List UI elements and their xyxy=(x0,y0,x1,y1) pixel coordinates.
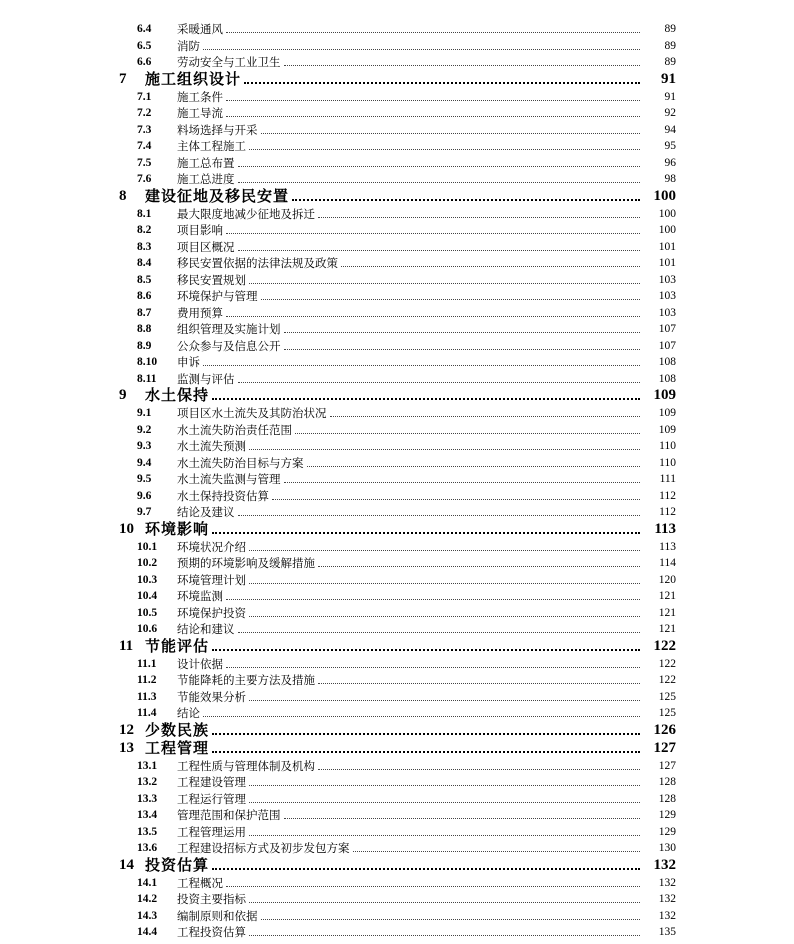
toc-entry-number: 13.6 xyxy=(137,842,158,854)
toc-entry-title: 消防 xyxy=(177,38,200,53)
toc-entry-title: 料场选择与开采 xyxy=(177,122,258,137)
toc-entry-title: 管理范围和保护范围 xyxy=(177,808,281,822)
toc-section-entry[interactable] xyxy=(0,671,794,687)
toc-entry-number: 7.4 xyxy=(137,140,152,152)
toc-entry-number: 11 xyxy=(119,637,134,654)
toc-page-number: 103 xyxy=(658,290,676,302)
toc-entry-number: 10.1 xyxy=(137,540,158,553)
toc-entry-number: 8.9 xyxy=(137,339,152,352)
toc-section-entry[interactable] xyxy=(0,254,794,270)
dot-leader xyxy=(318,565,640,567)
toc-entry-number: 11.1 xyxy=(137,657,157,670)
dot-leader xyxy=(249,148,640,150)
toc-entry-title: 投资估算 xyxy=(145,855,210,874)
toc-entry-number: 14 xyxy=(119,856,134,873)
toc-entry-title: 水土保持 xyxy=(145,386,210,404)
toc-page-number: 113 xyxy=(654,520,676,537)
toc-section-entry[interactable] xyxy=(0,221,794,237)
toc-entry-number: 13 xyxy=(119,739,134,756)
toc-page-number: 110 xyxy=(659,456,676,469)
dot-leader xyxy=(226,885,640,887)
toc-section-entry[interactable] xyxy=(0,154,794,170)
toc-chapter-entry[interactable] xyxy=(0,516,794,538)
dot-leader xyxy=(249,448,640,450)
toc-entry-title: 投资主要指标 xyxy=(177,892,246,906)
dot-leader xyxy=(238,165,641,167)
toc-entry-title: 工程投资估算 xyxy=(177,925,246,939)
toc-entry-number: 11.2 xyxy=(137,674,157,686)
toc-section-entry[interactable] xyxy=(0,238,794,254)
toc-entry-title: 费用预算 xyxy=(177,305,223,320)
toc-entry-number: 9.6 xyxy=(137,489,152,502)
toc-section-entry[interactable] xyxy=(0,757,794,773)
toc-section-entry[interactable] xyxy=(0,890,794,906)
toc-section-entry[interactable] xyxy=(0,88,794,104)
dot-leader xyxy=(226,31,640,33)
toc-section-entry[interactable] xyxy=(0,137,794,153)
toc-section-entry[interactable] xyxy=(0,907,794,923)
toc-entry-title: 移民安置依据的法律法规及政策 xyxy=(177,256,338,270)
dot-leader xyxy=(249,582,640,584)
toc-section-entry[interactable] xyxy=(0,571,794,587)
toc-entry-number: 8.5 xyxy=(137,273,152,286)
toc-entry-title: 环境状况介绍 xyxy=(177,539,246,554)
toc-page-number: 89 xyxy=(664,39,676,52)
toc-page-number: 128 xyxy=(658,776,676,788)
toc-entry-number: 14.2 xyxy=(137,893,158,905)
dot-leader xyxy=(203,364,640,366)
toc-section-entry[interactable] xyxy=(0,688,794,704)
toc-entry-number: 12 xyxy=(119,721,134,738)
toc-entry-number: 10.5 xyxy=(137,606,158,619)
toc-entry-number: 7.6 xyxy=(137,173,152,185)
toc-section-entry[interactable] xyxy=(0,121,794,137)
toc-entry-title: 编制原则和依据 xyxy=(177,908,258,923)
toc-page-number: 135 xyxy=(658,926,676,938)
toc-section-entry[interactable] xyxy=(0,205,794,221)
toc-entry-title: 节能降耗的主要方法及措施 xyxy=(177,673,315,687)
toc-page-number: 101 xyxy=(658,240,676,253)
toc-entry-title: 公众参与及信息公开 xyxy=(177,338,281,353)
toc-page-number: 95 xyxy=(664,140,676,152)
toc-page-number: 132 xyxy=(658,893,676,905)
toc-page-number: 126 xyxy=(653,721,676,738)
toc-entry-number: 9.5 xyxy=(137,473,152,485)
toc-entry-number: 10.6 xyxy=(137,623,158,635)
toc-entry-number: 8.2 xyxy=(137,224,152,236)
dot-leader xyxy=(249,784,640,786)
dot-leader xyxy=(244,81,640,84)
dot-leader xyxy=(249,282,640,284)
toc-page-number: 103 xyxy=(658,306,676,319)
dot-leader xyxy=(212,750,640,753)
toc-entry-title: 工程建设管理 xyxy=(177,775,246,789)
toc-section-entry[interactable] xyxy=(0,271,794,287)
toc-page-number: 91 xyxy=(664,90,676,103)
toc-entry-title: 结论和建议 xyxy=(177,622,235,636)
toc-page-number: 109 xyxy=(658,423,676,436)
dot-leader xyxy=(341,265,640,267)
dot-leader xyxy=(249,615,640,617)
toc-page-number: 127 xyxy=(658,759,676,772)
toc-section-entry[interactable] xyxy=(0,538,794,554)
toc-section-entry[interactable] xyxy=(0,923,794,939)
toc-section-entry[interactable] xyxy=(0,20,794,36)
toc-section-entry[interactable] xyxy=(0,487,794,503)
toc-page-number: 112 xyxy=(659,489,676,502)
toc-entry-number: 9.7 xyxy=(137,506,152,518)
toc-entry-title: 工程运行管理 xyxy=(177,791,246,806)
dot-leader xyxy=(226,315,640,317)
toc-section-entry[interactable] xyxy=(0,404,794,420)
toc-page-number: 114 xyxy=(659,557,676,569)
toc-entry-number: 10.4 xyxy=(137,590,158,602)
toc-entry-title: 最大限度地减少征地及拆迁 xyxy=(177,206,315,221)
toc-entry-title: 水土流失防治目标与方案 xyxy=(177,455,304,470)
toc-section-entry[interactable] xyxy=(0,823,794,839)
dot-leader xyxy=(318,216,640,218)
toc-page-number: 132 xyxy=(653,856,676,873)
toc-section-entry[interactable] xyxy=(0,604,794,620)
toc-entry-title: 环境保护与管理 xyxy=(177,289,258,303)
toc-section-entry[interactable] xyxy=(0,587,794,603)
toc-entry-title: 项目区概况 xyxy=(177,239,235,254)
toc-entry-number: 8.8 xyxy=(137,323,152,335)
toc-page-number: 100 xyxy=(658,207,676,220)
dot-leader xyxy=(284,331,641,333)
toc-entry-title: 施工组织设计 xyxy=(145,69,242,88)
toc-entry-title: 组织管理及实施计划 xyxy=(177,322,281,336)
toc-entry-title: 工程管理运用 xyxy=(177,824,246,839)
toc-entry-number: 13.4 xyxy=(137,809,158,821)
toc-entry-number: 7.1 xyxy=(137,90,152,103)
toc-entry-number: 11.3 xyxy=(137,690,157,703)
dot-leader xyxy=(212,867,640,870)
toc-entry-title: 少数民族 xyxy=(145,720,210,739)
toc-page-number: 127 xyxy=(653,739,676,756)
toc-page-number: 94 xyxy=(664,123,676,136)
toc-page-number: 91 xyxy=(661,70,676,87)
toc-entry-number: 10.3 xyxy=(137,573,158,586)
toc-section-entry[interactable] xyxy=(0,304,794,320)
toc-entry-title: 主体工程施工 xyxy=(177,139,246,153)
toc-entry-title: 施工总布置 xyxy=(177,155,235,170)
toc-entry-number: 8.7 xyxy=(137,306,152,319)
toc-entry-number: 7.2 xyxy=(137,107,152,119)
toc-section-entry[interactable] xyxy=(0,104,794,120)
toc-entry-title: 结论 xyxy=(177,706,200,720)
toc-page-number: 92 xyxy=(664,107,676,119)
dot-leader xyxy=(318,682,640,684)
dot-leader xyxy=(249,901,640,903)
toc-entry-title: 施工总进度 xyxy=(177,172,235,186)
toc-page-number: 107 xyxy=(658,339,676,352)
toc-page-number: 113 xyxy=(659,540,676,553)
toc-page-number: 121 xyxy=(658,590,676,602)
toc-entry-number: 6.4 xyxy=(137,23,152,35)
toc-page-number: 121 xyxy=(658,623,676,635)
toc-chapter-entry[interactable] xyxy=(0,633,794,655)
dot-leader xyxy=(238,249,641,251)
toc-entry-title: 建设征地及移民安置 xyxy=(145,186,290,205)
toc-page-number: 125 xyxy=(658,707,676,719)
dot-leader xyxy=(226,99,640,101)
toc-entry-title: 结论及建议 xyxy=(177,505,235,519)
toc-page-number: 110 xyxy=(659,440,676,452)
toc-page-number: 108 xyxy=(658,372,676,385)
toc-entry-number: 7.5 xyxy=(137,156,152,169)
dot-leader xyxy=(261,298,641,300)
toc-entry-number: 6.6 xyxy=(137,56,152,68)
dot-leader xyxy=(307,465,641,467)
toc-entry-number: 8.10 xyxy=(137,356,158,368)
toc-page-number: 109 xyxy=(658,407,676,419)
toc-page-number: 100 xyxy=(653,187,676,204)
dot-leader xyxy=(212,531,640,534)
toc-entry-number: 9.1 xyxy=(137,407,152,419)
toc-entry-number: 9.4 xyxy=(137,456,152,469)
toc-section-entry[interactable] xyxy=(0,337,794,353)
dot-leader xyxy=(212,397,640,400)
toc-section-entry[interactable] xyxy=(0,773,794,789)
toc-page-number: 125 xyxy=(658,690,676,703)
toc-entry-title: 施工条件 xyxy=(177,89,223,104)
toc-entry-title: 移民安置规划 xyxy=(177,272,246,287)
toc-page-number: 129 xyxy=(658,809,676,821)
toc-section-entry[interactable] xyxy=(0,454,794,470)
toc-section-entry[interactable] xyxy=(0,874,794,890)
toc-page-number: 120 xyxy=(658,573,676,586)
toc-page-number: 103 xyxy=(658,273,676,286)
toc-page-number: 89 xyxy=(664,23,676,35)
dot-leader xyxy=(226,115,640,117)
toc-page-number: 132 xyxy=(658,876,676,889)
toc-entry-title: 节能评估 xyxy=(145,636,210,655)
toc-chapter-entry[interactable] xyxy=(0,852,794,874)
toc-section-entry[interactable] xyxy=(0,470,794,486)
dot-leader xyxy=(226,232,640,234)
dot-leader xyxy=(284,481,641,483)
dot-leader xyxy=(249,699,640,701)
toc-page-number: 100 xyxy=(658,224,676,236)
toc-entry-number: 13.3 xyxy=(137,792,158,805)
toc-page-number: 107 xyxy=(658,323,676,335)
toc-entry-number: 9 xyxy=(119,387,127,403)
dot-leader xyxy=(284,348,641,350)
toc-page-number: 98 xyxy=(664,173,676,185)
toc-entry-title: 申诉 xyxy=(177,355,200,369)
toc-section-entry[interactable] xyxy=(0,437,794,453)
toc-page-number: 112 xyxy=(659,506,676,518)
toc-entry-title: 水土流失防治责任范围 xyxy=(177,422,292,437)
dot-leader xyxy=(261,132,641,134)
dot-leader xyxy=(330,415,641,417)
toc-page-number: 121 xyxy=(658,606,676,619)
toc-entry-title: 节能效果分析 xyxy=(177,689,246,704)
toc-section-entry[interactable] xyxy=(0,320,794,336)
toc-page-number: 108 xyxy=(658,356,676,368)
toc-page-number: 111 xyxy=(659,473,676,485)
toc-section-entry[interactable] xyxy=(0,287,794,303)
toc-entry-title: 工程管理 xyxy=(145,738,210,757)
toc-entry-title: 水土流失监测与管理 xyxy=(177,472,281,486)
toc-entry-number: 9.3 xyxy=(137,440,152,452)
toc-page-number: 101 xyxy=(658,257,676,269)
dot-leader xyxy=(261,918,641,920)
toc-entry-title: 采暖通风 xyxy=(177,22,223,36)
toc-section-entry[interactable] xyxy=(0,421,794,437)
toc-entry-number: 8.4 xyxy=(137,257,152,269)
toc-entry-number: 14.3 xyxy=(137,909,158,922)
toc-entry-number: 14.4 xyxy=(137,926,158,938)
toc-section-entry[interactable] xyxy=(0,353,794,369)
toc-entry-number: 14.1 xyxy=(137,876,158,889)
toc-chapter-entry[interactable] xyxy=(0,66,794,88)
toc-entry-number: 9.2 xyxy=(137,423,152,436)
toc-entry-title: 环境影响 xyxy=(145,519,210,538)
toc-entry-number: 13.2 xyxy=(137,776,158,788)
dot-leader xyxy=(249,549,640,551)
dot-leader xyxy=(203,48,640,50)
toc-page-number: 132 xyxy=(658,909,676,922)
toc-entry-number: 8.11 xyxy=(137,372,157,385)
toc-entry-title: 工程性质与管理体制及机构 xyxy=(177,758,315,773)
toc-page-number: 122 xyxy=(658,657,676,670)
dot-leader xyxy=(212,648,640,651)
toc-entry-number: 8 xyxy=(119,187,127,204)
dot-leader xyxy=(295,432,640,434)
toc-entry-title: 环境保护投资 xyxy=(177,605,246,620)
toc-page-number: 129 xyxy=(658,825,676,838)
toc-section-entry[interactable] xyxy=(0,806,794,822)
toc-chapter-entry[interactable] xyxy=(0,382,794,404)
toc-entry-number: 11.4 xyxy=(137,707,157,719)
toc-entry-number: 8.3 xyxy=(137,240,152,253)
toc-entry-number: 8.1 xyxy=(137,207,152,220)
toc-entry-number: 10 xyxy=(119,520,134,537)
toc-section-entry[interactable] xyxy=(0,554,794,570)
toc-entry-number: 7.3 xyxy=(137,123,152,136)
toc-page-number: 128 xyxy=(658,792,676,805)
dot-leader xyxy=(249,934,640,936)
toc-entry-title: 施工导流 xyxy=(177,106,223,120)
dot-leader xyxy=(249,834,640,836)
toc-page-number: 109 xyxy=(653,387,676,403)
toc-entry-title: 环境监测 xyxy=(177,589,223,603)
toc-entry-title: 设计依据 xyxy=(177,656,223,671)
dot-leader xyxy=(249,801,640,803)
toc-page-number: 89 xyxy=(664,56,676,68)
toc-entry-number: 7 xyxy=(119,70,127,87)
toc-entry-number: 13.1 xyxy=(137,759,158,772)
toc-page-number: 122 xyxy=(658,674,676,686)
toc-entry-title: 水土保持投资估算 xyxy=(177,488,269,503)
toc-section-entry[interactable] xyxy=(0,655,794,671)
dot-leader xyxy=(272,498,640,500)
toc-entry-number: 13.5 xyxy=(137,825,158,838)
toc-chapter-entry[interactable] xyxy=(0,183,794,205)
dot-leader xyxy=(318,768,640,770)
dot-leader xyxy=(284,817,641,819)
toc-page-number: 122 xyxy=(653,637,676,654)
toc-entry-title: 预期的环境影响及缓解措施 xyxy=(177,556,315,570)
toc-entry-number: 10.2 xyxy=(137,557,158,569)
toc-entry-number: 8.6 xyxy=(137,290,152,302)
dot-leader xyxy=(226,666,640,668)
toc-section-entry[interactable] xyxy=(0,790,794,806)
toc-entry-title: 项目影响 xyxy=(177,223,223,237)
toc-entry-title: 环境管理计划 xyxy=(177,572,246,587)
toc-entry-title: 水土流失预测 xyxy=(177,439,246,453)
toc-page-number: 96 xyxy=(664,156,676,169)
toc-entry-title: 监测与评估 xyxy=(177,371,235,386)
toc-entry-title: 项目区水土流失及其防治状况 xyxy=(177,406,327,420)
toc-chapter-entry[interactable] xyxy=(0,735,794,757)
toc-page-number: 130 xyxy=(658,842,676,854)
dot-leader xyxy=(292,198,640,201)
toc-entry-number: 6.5 xyxy=(137,39,152,52)
toc-section-entry[interactable] xyxy=(0,37,794,53)
toc-entry-title: 劳动安全与工业卫生 xyxy=(177,55,281,69)
toc-entry-title: 工程建设招标方式及初步发包方案 xyxy=(177,841,350,855)
dot-leader xyxy=(226,598,640,600)
toc-entry-title: 工程概况 xyxy=(177,875,223,890)
